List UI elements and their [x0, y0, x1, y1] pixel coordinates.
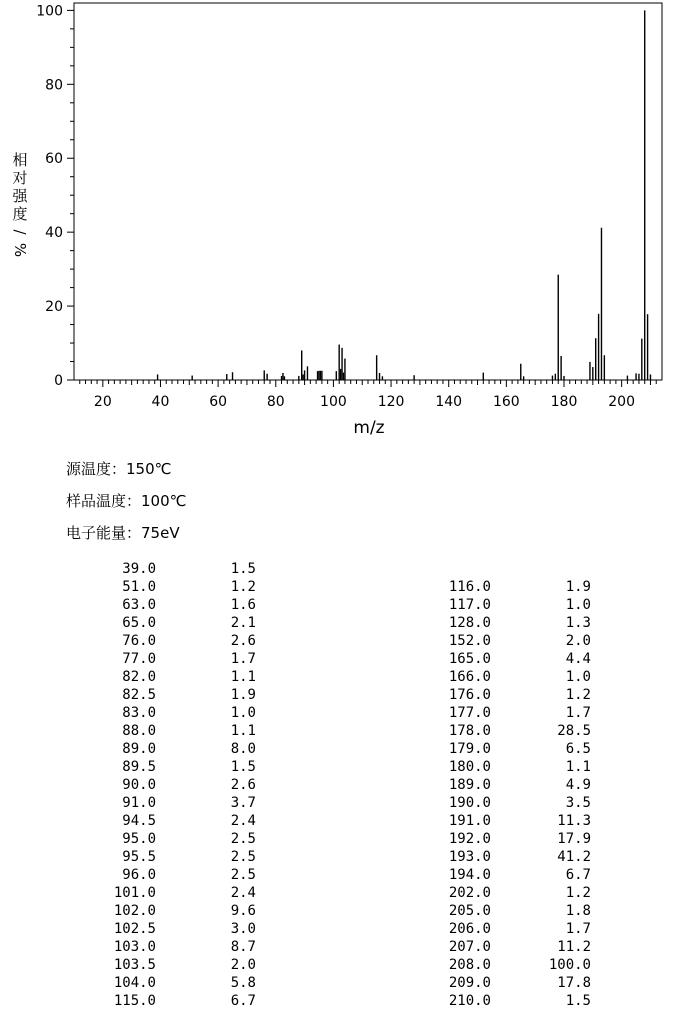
peak-intensity: 28.5	[557, 723, 591, 739]
peak-mz: 39.0	[122, 561, 156, 577]
peak-intensity: 17.9	[557, 831, 591, 847]
sample-temperature	[66, 490, 186, 511]
y-tick-label: 100	[36, 3, 63, 20]
peak-intensity: 41.2	[557, 849, 591, 865]
peak-mz: 89.5	[122, 759, 156, 775]
x-tick-label: 180	[550, 394, 578, 410]
peak-mz: 94.5	[122, 813, 156, 829]
y-tick-label: 80	[45, 77, 63, 94]
peak-table-row	[0, 704, 680, 722]
peak-mz: 210.0	[448, 993, 491, 1009]
peak-table-row	[0, 758, 680, 776]
peak-intensity: 11.3	[557, 813, 591, 829]
y-axis-label-char: 强	[12, 187, 28, 205]
peak-mz: 194.0	[448, 867, 491, 883]
peak-table-row	[0, 578, 680, 596]
peak-intensity: 1.1	[565, 759, 591, 775]
peak-intensity: 1.7	[565, 705, 591, 721]
y-axis-label-char: 相	[12, 151, 28, 169]
peak-mz: 165.0	[448, 651, 491, 667]
peak-mz: 179.0	[448, 741, 491, 757]
peak-mz: 89.0	[122, 741, 156, 757]
peak-intensity: 11.2	[557, 939, 591, 955]
peak-table-row	[0, 650, 680, 668]
peak-mz: 189.0	[448, 777, 491, 793]
y-axis-label-char: %	[11, 242, 29, 258]
peak-intensity: 6.5	[565, 741, 591, 757]
peak-table-row	[0, 560, 680, 578]
x-tick-label: 140	[435, 394, 463, 410]
peak-intensity: 3.7	[230, 795, 256, 811]
peak-intensity: 4.4	[565, 651, 591, 667]
peak-mz: 104.0	[113, 975, 156, 991]
peak-intensity: 2.4	[230, 813, 256, 829]
electron-energy-text: 电子能量：75eV	[66, 524, 180, 542]
peak-mz: 82.0	[122, 669, 156, 685]
peak-mz: 190.0	[448, 795, 491, 811]
x-tick-label: 120	[377, 394, 405, 410]
peak-mz: 115.0	[113, 993, 156, 1009]
peak-mz: 177.0	[448, 705, 491, 721]
peak-intensity: 1.9	[230, 687, 256, 703]
peak-intensity: 1.7	[230, 651, 256, 667]
peak-intensity: 1.5	[230, 561, 256, 577]
peak-mz: 117.0	[448, 597, 491, 613]
x-tick-label: 100	[320, 394, 347, 410]
peak-table-row	[0, 866, 680, 884]
peak-intensity: 8.0	[230, 741, 256, 757]
peak-table-row	[0, 848, 680, 866]
peak-mz: 95.0	[122, 831, 156, 847]
peak-intensity: 17.8	[557, 975, 591, 991]
peak-mz: 191.0	[448, 813, 491, 829]
peak-intensity: 1.7	[565, 921, 591, 937]
x-tick-label: 160	[492, 394, 520, 410]
peak-mz: 77.0	[122, 651, 156, 667]
peak-mz: 103.5	[113, 957, 156, 973]
x-tick-label: 80	[266, 394, 285, 410]
peak-intensity: 1.8	[565, 903, 591, 919]
x-tick-label: 60	[209, 394, 228, 410]
peak-intensity: 1.0	[565, 597, 591, 613]
peak-table-row	[0, 740, 680, 758]
peak-intensity: 2.0	[565, 633, 591, 649]
spectrum-peaks	[158, 10, 651, 380]
peak-table	[0, 560, 680, 1020]
peak-mz: 202.0	[448, 885, 491, 901]
peak-table-row	[0, 884, 680, 902]
x-tick-label: 40	[151, 394, 170, 410]
peak-intensity: 3.5	[565, 795, 591, 811]
peak-table-row	[0, 632, 680, 650]
peak-mz: 82.5	[122, 687, 156, 703]
peak-table-row	[0, 830, 680, 848]
peak-intensity: 1.5	[565, 993, 591, 1009]
peak-table-row	[0, 614, 680, 632]
peak-intensity: 100.0	[548, 957, 591, 973]
x-tick-label: 200	[608, 394, 636, 410]
peak-mz: 83.0	[122, 705, 156, 721]
y-axis-label	[11, 151, 29, 257]
peak-mz: 90.0	[122, 777, 156, 793]
peak-intensity: 1.2	[565, 885, 591, 901]
peak-table-row	[0, 920, 680, 938]
peak-intensity: 4.9	[565, 777, 591, 793]
peak-intensity: 1.2	[230, 579, 256, 595]
y-axis	[36, 3, 74, 389]
peak-mz: 180.0	[448, 759, 491, 775]
peak-mz: 65.0	[122, 615, 156, 631]
peak-table-row	[0, 776, 680, 794]
peak-mz: 209.0	[448, 975, 491, 991]
peak-mz: 51.0	[122, 579, 156, 595]
peak-table-row	[0, 686, 680, 704]
sample-temperature-text: 样品温度：100℃	[66, 492, 187, 510]
peak-table-row	[0, 596, 680, 614]
peak-intensity: 5.8	[230, 975, 256, 991]
peak-mz: 193.0	[448, 849, 491, 865]
y-tick-label: 60	[45, 151, 63, 168]
peak-intensity: 1.1	[230, 723, 256, 739]
peak-mz: 206.0	[448, 921, 491, 937]
peak-mz: 205.0	[448, 903, 491, 919]
peak-mz: 102.5	[113, 921, 156, 937]
peak-table-row	[0, 992, 680, 1010]
peak-intensity: 1.5	[230, 759, 256, 775]
peak-mz: 176.0	[448, 687, 491, 703]
peak-mz: 178.0	[448, 723, 491, 739]
peak-intensity: 6.7	[230, 993, 256, 1009]
y-axis-label-char: 度	[12, 205, 28, 223]
peak-intensity: 1.9	[565, 579, 591, 595]
source-temperature	[66, 458, 171, 479]
peak-intensity: 9.6	[230, 903, 256, 919]
peak-mz: 96.0	[122, 867, 156, 883]
mass-spectrum-chart	[0, 0, 680, 450]
peak-mz: 101.0	[113, 885, 156, 901]
peak-intensity: 1.2	[565, 687, 591, 703]
peak-table-row	[0, 668, 680, 686]
peak-intensity: 2.5	[230, 867, 256, 883]
peak-mz: 103.0	[113, 939, 156, 955]
peak-intensity: 1.6	[230, 597, 256, 613]
peak-table-row	[0, 794, 680, 812]
peak-mz: 152.0	[448, 633, 491, 649]
electron-energy	[66, 522, 180, 543]
plot-border	[74, 3, 662, 380]
peak-mz: 95.5	[122, 849, 156, 865]
y-axis-label-char: 对	[12, 169, 28, 187]
peak-intensity: 2.6	[230, 777, 256, 793]
peak-intensity: 2.4	[230, 885, 256, 901]
peak-mz: 116.0	[448, 579, 491, 595]
peak-mz: 207.0	[448, 939, 491, 955]
peak-table-row	[0, 812, 680, 830]
peak-intensity: 1.1	[230, 669, 256, 685]
y-tick-label: 40	[45, 225, 63, 242]
x-axis-label: m/z	[353, 418, 385, 438]
peak-intensity: 2.5	[230, 831, 256, 847]
peak-mz: 208.0	[448, 957, 491, 973]
peak-mz: 88.0	[122, 723, 156, 739]
peak-intensity: 3.0	[230, 921, 256, 937]
peak-intensity: 2.6	[230, 633, 256, 649]
peak-intensity: 2.1	[230, 615, 256, 631]
peak-intensity: 8.7	[230, 939, 256, 955]
peak-intensity: 2.5	[230, 849, 256, 865]
peak-table-row	[0, 722, 680, 740]
peak-intensity: 1.0	[230, 705, 256, 721]
peak-mz: 192.0	[448, 831, 491, 847]
peak-table-row	[0, 902, 680, 920]
peak-intensity: 6.7	[565, 867, 591, 883]
y-tick-label: 20	[45, 299, 63, 316]
peak-table-row	[0, 956, 680, 974]
peak-table-row	[0, 974, 680, 992]
peak-intensity: 1.3	[565, 615, 591, 631]
peak-mz: 128.0	[448, 615, 491, 631]
peak-mz: 102.0	[113, 903, 156, 919]
peak-intensity: 2.0	[230, 957, 256, 973]
peak-mz: 166.0	[448, 669, 491, 685]
y-axis-label-char: /	[11, 229, 29, 235]
plot-frame	[74, 3, 662, 380]
y-tick-label: 0	[54, 373, 63, 389]
peak-mz: 63.0	[122, 597, 156, 613]
source-temperature-text: 源温度：150℃	[66, 460, 172, 478]
x-tick-label: 20	[93, 394, 112, 410]
peak-mz: 91.0	[122, 795, 156, 811]
peak-intensity: 1.0	[565, 669, 591, 685]
x-axis	[80, 380, 656, 410]
peak-mz: 76.0	[122, 633, 156, 649]
peak-table-row	[0, 938, 680, 956]
